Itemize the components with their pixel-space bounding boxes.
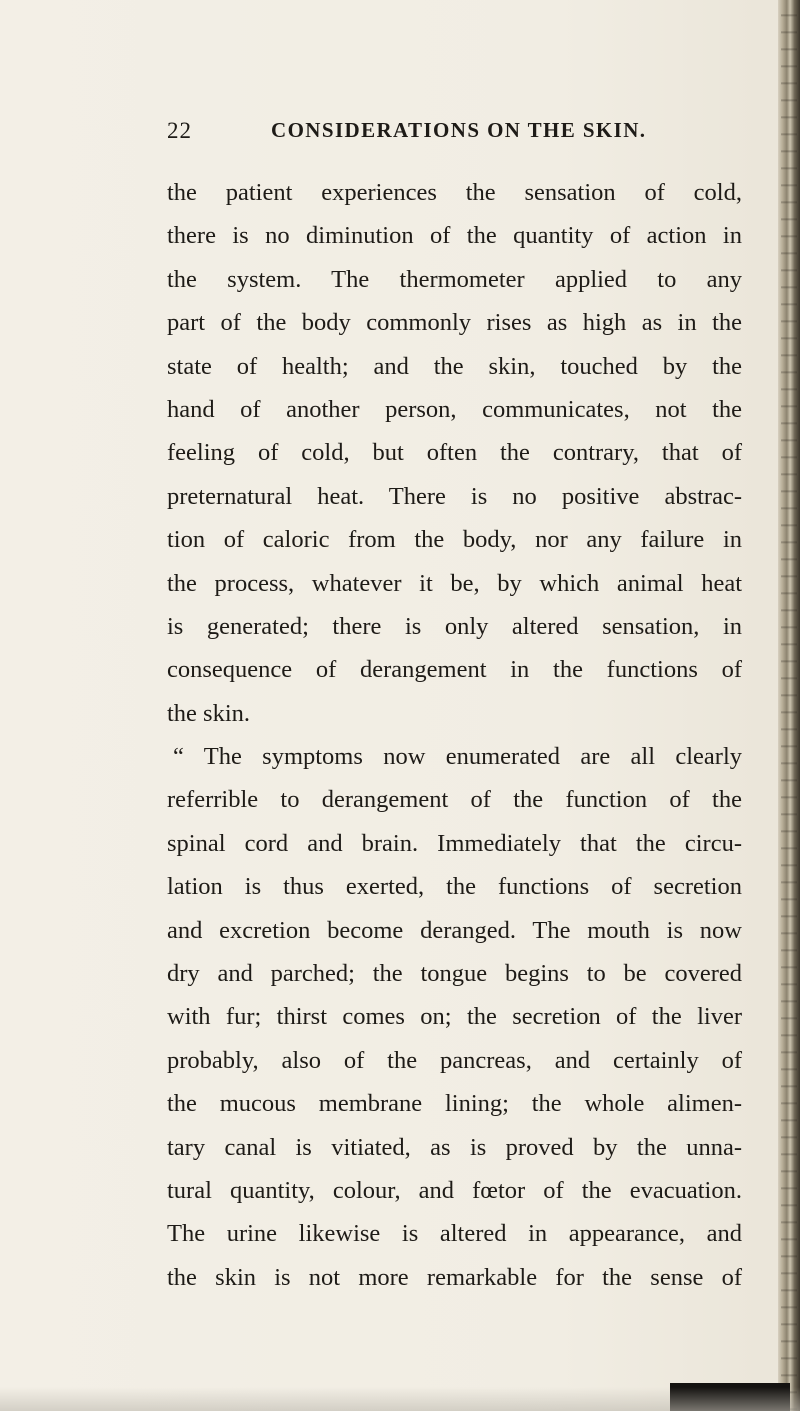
running-title: CONSIDERATIONS ON THE SKIN. — [271, 118, 647, 142]
text-line: hand of another person, communicates, not the — [167, 395, 742, 423]
text-line: part of the body commonly rises as high as in the — [167, 309, 742, 337]
text-line: consequence of derangement in the functions of — [167, 656, 742, 684]
text-line: there is no diminution of the quantity of action in — [167, 222, 742, 250]
binding-texture — [781, 0, 797, 1411]
text-line: state of health; and the skin, touched by the — [167, 352, 742, 380]
text-line: tary canal is vitiated, as is proved by the unna- — [167, 1133, 742, 1161]
text-line: the skin is not more remarkable for the sense of — [167, 1263, 742, 1291]
running-head — [167, 118, 737, 148]
text-line: The urine likewise is altered in appearance, and — [167, 1220, 742, 1248]
text-line: is generated; there is only altered sensation, in — [167, 612, 742, 640]
text-line: spinal cord and brain. Immediately that the circu- — [167, 829, 742, 857]
text-line: with fur; thirst comes on; the secretion of the liver — [167, 1003, 742, 1031]
text-line: tion of caloric from the body, nor any failure in — [167, 526, 742, 554]
page-bottom-shadow — [0, 1387, 800, 1411]
page-number: 22 — [167, 118, 192, 143]
text-line: dry and parched; the tongue begins to be covered — [167, 960, 742, 988]
text-line: referrible to derangement of the function of the — [167, 786, 742, 814]
text-line: the mucous membrane lining; the whole alimen- — [167, 1090, 742, 1118]
body-text — [167, 171, 742, 1299]
text-line: preternatural heat. There is no positive abstrac- — [167, 482, 742, 510]
text-line: the process, whatever it be, by which animal heat — [167, 569, 742, 597]
text-line: the system. The thermometer applied to any — [167, 265, 742, 293]
text-line: feeling of cold, but often the contrary, that of — [167, 439, 742, 467]
text-line: and excretion become deranged. The mouth is now — [167, 916, 742, 944]
text-line: the patient experiences the sensation of cold, — [167, 179, 742, 206]
text-line: “ The symptoms now enumerated are all clearly — [173, 743, 742, 771]
text-line: probably, also of the pancreas, and certainly of — [167, 1046, 742, 1074]
text-line: tural quantity, colour, and fœtor of the evacuation. — [167, 1176, 742, 1204]
text-line: the skin. — [167, 699, 251, 727]
text-line: lation is thus exerted, the functions of secretion — [167, 873, 742, 901]
